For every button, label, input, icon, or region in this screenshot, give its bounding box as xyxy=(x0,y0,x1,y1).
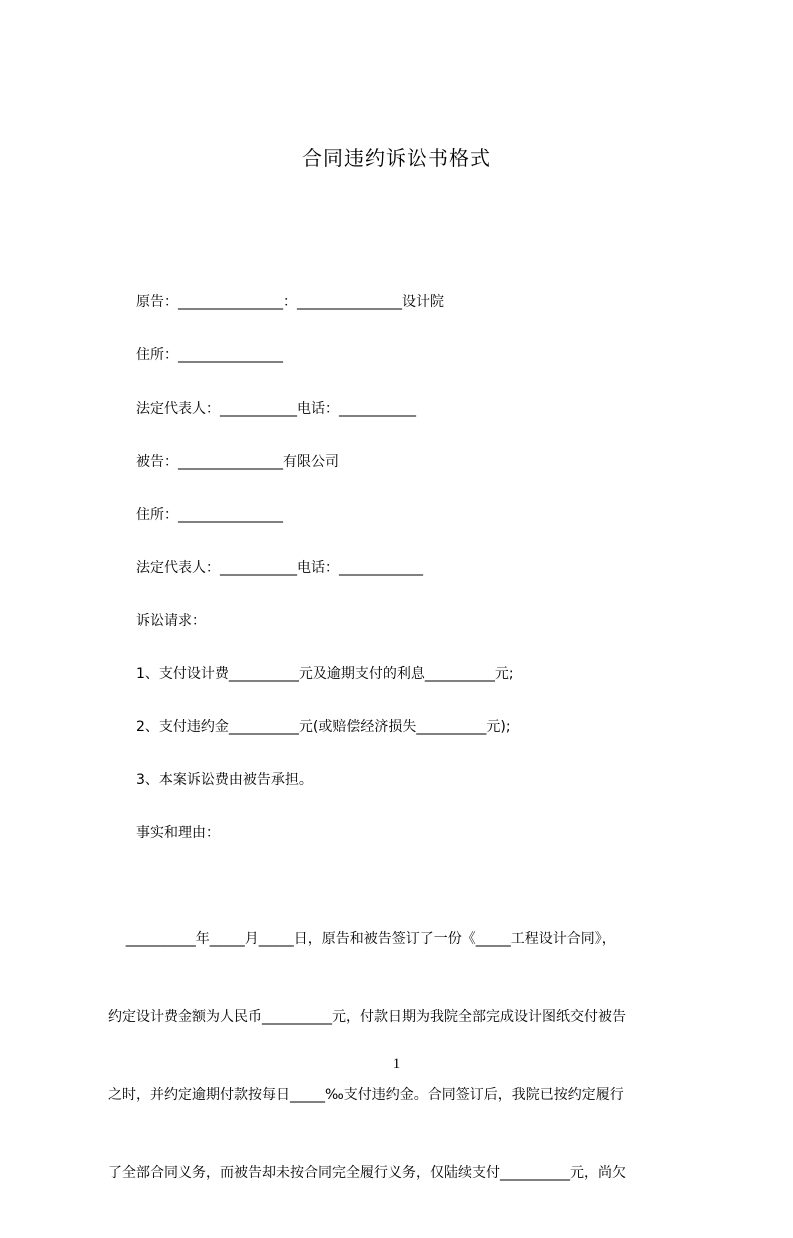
facts-paragraph-line: __________年_____月_____日，原告和被告签订了一份《_____工程设计合同》， xyxy=(108,931,616,947)
page-number: 1 xyxy=(392,1056,401,1072)
defendant-representative-line: 法定代表人：___________电话：____________ xyxy=(136,560,423,576)
defendant-address-line: 住所：_______________ xyxy=(136,507,283,523)
facts-paragraph-line: 了全部合同义务，而被告却未按合同完全履行义务，仅陆续支付__________元，尚欠 xyxy=(108,1165,626,1181)
facts-paragraph-line: 之时，并约定逾期付款按每日_____‰支付违约金。合同签订后，我院已按约定履行 xyxy=(108,1087,624,1103)
claim-item-1: 1、支付设计费__________元及逾期支付的利息__________元; xyxy=(136,666,514,682)
document-title: 合同违约诉讼书格式 xyxy=(302,146,491,170)
claim-item-3: 3、本案诉讼费由被告承担。 xyxy=(136,772,313,788)
plaintiff-address-line: 住所：_______________ xyxy=(136,347,283,363)
claims-heading: 诉讼请求： xyxy=(136,613,206,629)
defendant-line: 被告：_______________有限公司 xyxy=(136,454,339,470)
plaintiff-representative-line: 法定代表人：___________电话：___________ xyxy=(136,401,416,417)
facts-paragraph-line: 约定设计费金额为人民币__________元，付款日期为我院全部完成设计图纸交付被告 xyxy=(108,1009,626,1025)
plaintiff-line: 原告：_______________：_______________设计院 xyxy=(136,294,444,310)
facts-heading: 事实和理由： xyxy=(136,825,220,841)
claim-item-2: 2、支付违约金__________元(或赔偿经济损失__________元); xyxy=(136,719,511,735)
